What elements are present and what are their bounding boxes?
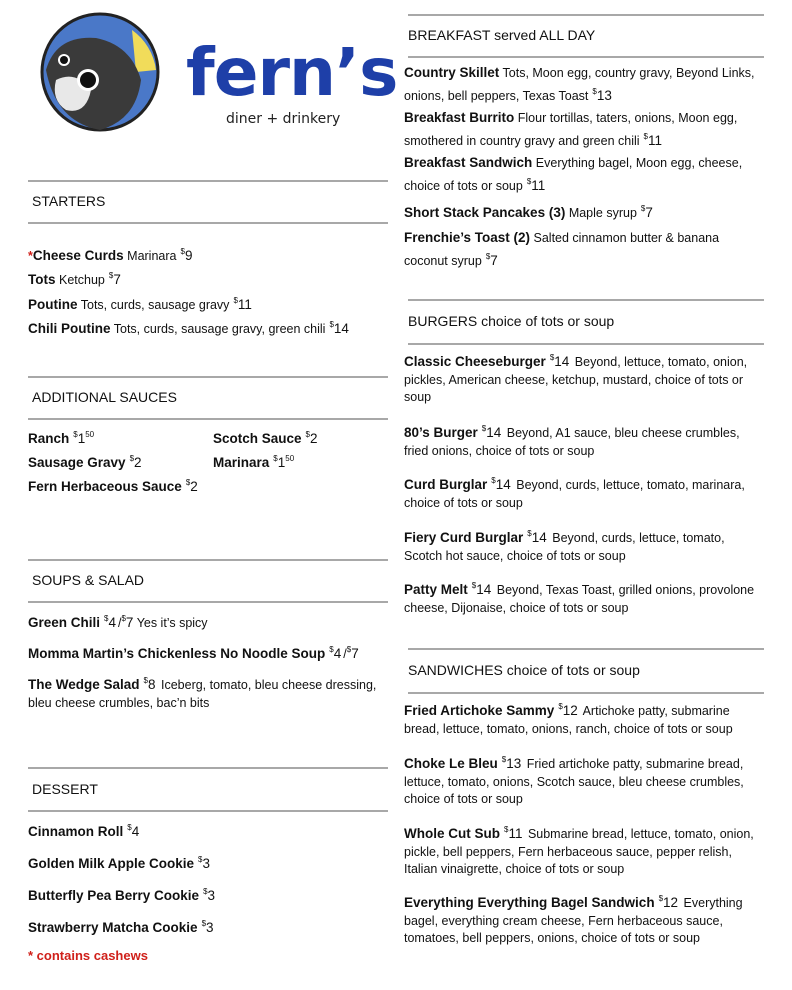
cashew-marker: * (28, 249, 33, 263)
menu-item (404, 821, 764, 879)
menu-item (28, 819, 388, 842)
currency-symbol: $ (273, 454, 278, 463)
currency-symbol: $ (527, 529, 532, 538)
section-title: DESSERT (32, 781, 98, 797)
menu-item (28, 851, 388, 874)
item-description: Artichoke patty, submarine bread, lettuce, tomato, onions, ranch, choice of tots or soup (404, 704, 733, 736)
price-amount: 2 (190, 479, 198, 494)
menu-item (404, 64, 764, 105)
section-divider (408, 299, 764, 301)
item-price (203, 888, 215, 903)
section-divider (408, 56, 764, 58)
item-description: Tots, curds, sausage gravy, green chili (113, 322, 326, 336)
item-price (527, 530, 546, 545)
currency-symbol: $ (129, 454, 135, 463)
item-description: Beyond, curds, lettuce, tomato, marinara, choice of tots or soup (404, 478, 745, 510)
price-amount: 7 (125, 615, 134, 630)
item-description: Ketchup (58, 273, 105, 287)
menu-item (404, 472, 764, 512)
item-price (491, 477, 510, 492)
item-name: Fried Artichoke Sammy (404, 703, 555, 718)
section-title: SOUPS & SALAD (32, 572, 145, 588)
price-amount: 11 (648, 132, 663, 148)
item-price (558, 703, 577, 718)
menu-item (404, 200, 764, 223)
item-price (109, 272, 121, 287)
item-price (202, 920, 214, 935)
currency-symbol: $ (233, 296, 238, 305)
price-amount: 9 (184, 248, 193, 263)
item-price (233, 297, 251, 312)
item-description: Maple syrup (568, 206, 637, 220)
menu-item (28, 915, 388, 938)
price-cents: 50 (85, 430, 95, 439)
price-amount: 12 (562, 703, 578, 718)
price-amount: 14 (554, 354, 570, 369)
currency-symbol: $ (104, 614, 109, 623)
item-price (504, 826, 522, 841)
item-price (144, 677, 156, 692)
item-price (273, 455, 294, 470)
price-amount: 3 (202, 856, 210, 871)
currency-symbol: $ (526, 176, 532, 186)
item-name: Fern Herbaceous Sauce (28, 479, 182, 494)
menu-item (404, 109, 764, 150)
price-amount: 1 (77, 431, 86, 446)
menu-item (28, 292, 388, 315)
section-title: SANDWICHES choice of tots or soup (408, 662, 640, 678)
item-name: Cinnamon Roll (28, 824, 124, 839)
price-amount: 8 (147, 677, 156, 692)
price-amount: 14 (333, 321, 349, 336)
currency-symbol: $ (180, 247, 185, 256)
item-name: Fiery Curd Burglar (404, 530, 524, 545)
item-description: Flour tortillas, taters, onions, Moon egg, smothered in country gravy and green chili (404, 111, 738, 148)
item-price (592, 88, 611, 103)
item-name: Curd Burglar (404, 477, 488, 492)
price-amount: 7 (113, 272, 121, 287)
item-price (482, 425, 501, 440)
price-amount: 13 (506, 756, 522, 771)
currency-symbol: $ (471, 581, 477, 590)
item-name: Classic Cheeseburger (404, 354, 546, 369)
menu-item (404, 154, 764, 195)
item-price (73, 431, 94, 446)
price-amount: 11 (237, 297, 252, 312)
item-name: Whole Cut Sub (404, 826, 500, 841)
item-description: Iceberg, tomato, bleu cheese dressing, bleu cheese crumbles, bac’n bits (28, 678, 377, 710)
item-price (186, 479, 198, 494)
price-amount: 12 (663, 895, 679, 910)
section-title: ADDITIONAL SAUCES (32, 389, 177, 405)
currency-symbol: $ (558, 702, 563, 711)
item-description: Tots, curds, sausage gravy (80, 298, 230, 312)
currency-symbol: $ (329, 320, 334, 329)
currency-symbol: $ (143, 676, 148, 685)
menu-item (404, 420, 764, 460)
price-amount: 7 (645, 205, 653, 220)
menu-item (404, 890, 764, 948)
section-divider (408, 343, 764, 345)
item-price (180, 248, 192, 263)
item-name: Butterfly Pea Berry Cookie (28, 888, 200, 903)
item-name: Chili Poutine (28, 321, 111, 336)
item-name: Frenchie’s Toast (2) (404, 230, 531, 245)
item-name: 80’s Burger (404, 425, 478, 440)
currency-symbol: $ (201, 919, 207, 928)
item-description: Marinara (127, 249, 177, 263)
item-name: Strawberry Matcha Cookie (28, 920, 198, 935)
currency-symbol: $ (346, 645, 352, 654)
item-name: Poutine (28, 297, 78, 312)
currency-symbol: $ (73, 430, 78, 439)
item-price (486, 253, 498, 268)
menu-item (28, 267, 388, 290)
item-name: Marinara (213, 455, 270, 470)
currency-symbol: $ (592, 86, 597, 96)
currency-symbol: $ (643, 131, 648, 141)
currency-symbol: $ (491, 476, 496, 485)
item-description: Beyond, curds, lettuce, tomato, Scotch hot sauce, choice of tots or soup (404, 531, 725, 563)
currency-symbol: $ (501, 755, 507, 764)
allergy-note: * contains cashews (28, 948, 148, 963)
brand-name: fern’s (186, 34, 398, 111)
section-divider (408, 648, 764, 650)
currency-symbol: $ (127, 823, 132, 832)
section-divider (408, 692, 764, 694)
currency-symbol: $ (503, 825, 509, 834)
price-amount: 3 (207, 888, 216, 903)
menu-item (28, 672, 388, 712)
item-price (329, 321, 348, 336)
item-name: Green Chili (28, 615, 101, 630)
item-price (641, 205, 653, 220)
item-price (527, 178, 545, 193)
item-price (502, 756, 521, 771)
section-divider (28, 376, 388, 378)
item-description: Beyond, Texas Toast, grilled onions, provolone cheese, Dijonaise, choice of tots or soup (404, 583, 755, 615)
item-price (121, 615, 133, 630)
item-price (347, 646, 359, 661)
item-name: Breakfast Sandwich (404, 155, 533, 170)
currency-symbol: $ (198, 855, 203, 864)
menu-item (404, 751, 764, 809)
section-divider (408, 14, 764, 16)
item-price (659, 895, 678, 910)
currency-symbol: $ (549, 353, 555, 362)
item-description: Submarine bread, lettuce, tomato, onion, pickle, bell peppers, Fern herbaceous sauce, pepper relish, Italian vinaigrette, choice of tots or soup (404, 827, 754, 876)
item-description: Salted cinnamon butter & banana coconut syrup (404, 231, 720, 268)
item-description: Beyond, A1 sauce, bleu cheese crumbles, fried onions, choice of tots or soup (404, 426, 740, 458)
item-name: Tots (28, 272, 56, 287)
item-price (198, 856, 210, 871)
menu-item (404, 349, 764, 407)
item-name: Golden Milk Apple Cookie (28, 856, 195, 871)
item-description: Everything bagel, everything cream cheese, Fern herbaceous sauce, tomatoes, bell peppers, onions, choice of tots or soup (404, 896, 743, 945)
section-divider (28, 767, 388, 769)
item-description: Tots, Moon egg, country gravy, Beyond Links, onions, bell peppers, Texas Toast (404, 66, 755, 103)
item-name: The Wedge Salad (28, 677, 140, 692)
menu-item (28, 316, 388, 339)
price-amount: 13 (596, 87, 612, 103)
ferns-logo (36, 10, 398, 135)
brand-tagline: diner + drinkery (226, 111, 341, 127)
item-name: Short Stack Pancakes (3) (404, 205, 566, 220)
currency-symbol: $ (329, 645, 334, 654)
price-amount: 1 (277, 455, 286, 470)
section-divider (28, 180, 388, 182)
item-price (306, 431, 318, 446)
item-name: Patty Melt (404, 582, 468, 597)
menu-item (28, 474, 388, 497)
item-price (329, 646, 341, 661)
menu-item (404, 525, 764, 565)
item-name: Cheese Curds (32, 248, 124, 263)
price-amount: 14 (486, 425, 502, 440)
item-price (127, 824, 139, 839)
price-amount: 14 (531, 530, 547, 545)
section-divider (28, 810, 388, 812)
item-name: Breakfast Burrito (404, 110, 515, 125)
item-price (472, 582, 491, 597)
menu-item (404, 698, 764, 738)
item-name: Momma Martin’s Chickenless No Noodle Soup (28, 646, 326, 661)
item-name: Scotch Sauce (213, 431, 302, 446)
price-amount: 4 (108, 615, 116, 630)
item-description: Everything bagel, Moon egg, cheese, choice of tots or soup (404, 156, 743, 193)
item-price (550, 354, 569, 369)
section-title: BURGERS choice of tots or soup (408, 313, 615, 329)
currency-symbol: $ (305, 430, 310, 439)
menu-item (404, 577, 764, 617)
item-description: Fried artichoke patty, submarine bread, lettuce, tomato, onions, Scotch sauce, bleu cheese crumbles, choice of tots or soup (404, 757, 744, 806)
price-amount: 7 (490, 252, 498, 268)
currency-symbol: $ (640, 204, 646, 213)
menu-item: Green Chili $4 /$7 Yes it’s spicy (28, 614, 208, 630)
section-title: BREAKFAST served ALL DAY (408, 27, 596, 43)
currency-symbol: $ (481, 424, 487, 433)
section-divider (28, 559, 388, 561)
currency-symbol: $ (108, 271, 114, 280)
menu-item (28, 883, 388, 906)
price-amount: 4 (131, 824, 140, 839)
item-name: Ranch (28, 431, 70, 446)
price-amount: 3 (206, 920, 214, 935)
item-name: Choke Le Bleu (404, 756, 498, 771)
item-price (104, 615, 116, 630)
menu-item: Momma Martin’s Chickenless No Noodle Soup $4 /$7 (28, 645, 359, 661)
item-price (130, 455, 142, 470)
menu-item (28, 243, 388, 266)
dog-portrait-icon (36, 10, 166, 135)
item-description: Yes it’s spicy (136, 616, 208, 630)
item-name: Country Skillet (404, 65, 500, 80)
section-divider (28, 222, 388, 224)
section-title: STARTERS (32, 193, 106, 209)
section-divider (28, 601, 388, 603)
price-amount: 2 (310, 431, 318, 446)
menu-item (404, 229, 764, 270)
item-description: Beyond, lettuce, tomato, onion, pickles, American cheese, ketchup, mustard, choice of tots or soup (404, 355, 748, 404)
item-name: Everything Everything Bagel Sandwich (404, 895, 655, 910)
price-amount: 4 (333, 646, 342, 661)
currency-symbol: $ (485, 251, 491, 261)
section-divider (28, 418, 388, 420)
currency-symbol: $ (185, 478, 191, 487)
price-amount: 11 (508, 826, 523, 841)
currency-symbol: $ (658, 894, 664, 903)
price-cents: 50 (285, 454, 295, 463)
item-price (644, 133, 662, 148)
currency-symbol: $ (203, 887, 208, 896)
price-amount: 14 (495, 477, 511, 492)
price-amount: 11 (531, 177, 546, 193)
item-name: Sausage Gravy (28, 455, 126, 470)
price-amount: 14 (476, 582, 492, 597)
price-amount: 7 (351, 646, 359, 661)
currency-symbol: $ (121, 614, 126, 623)
price-amount: 2 (134, 455, 142, 470)
